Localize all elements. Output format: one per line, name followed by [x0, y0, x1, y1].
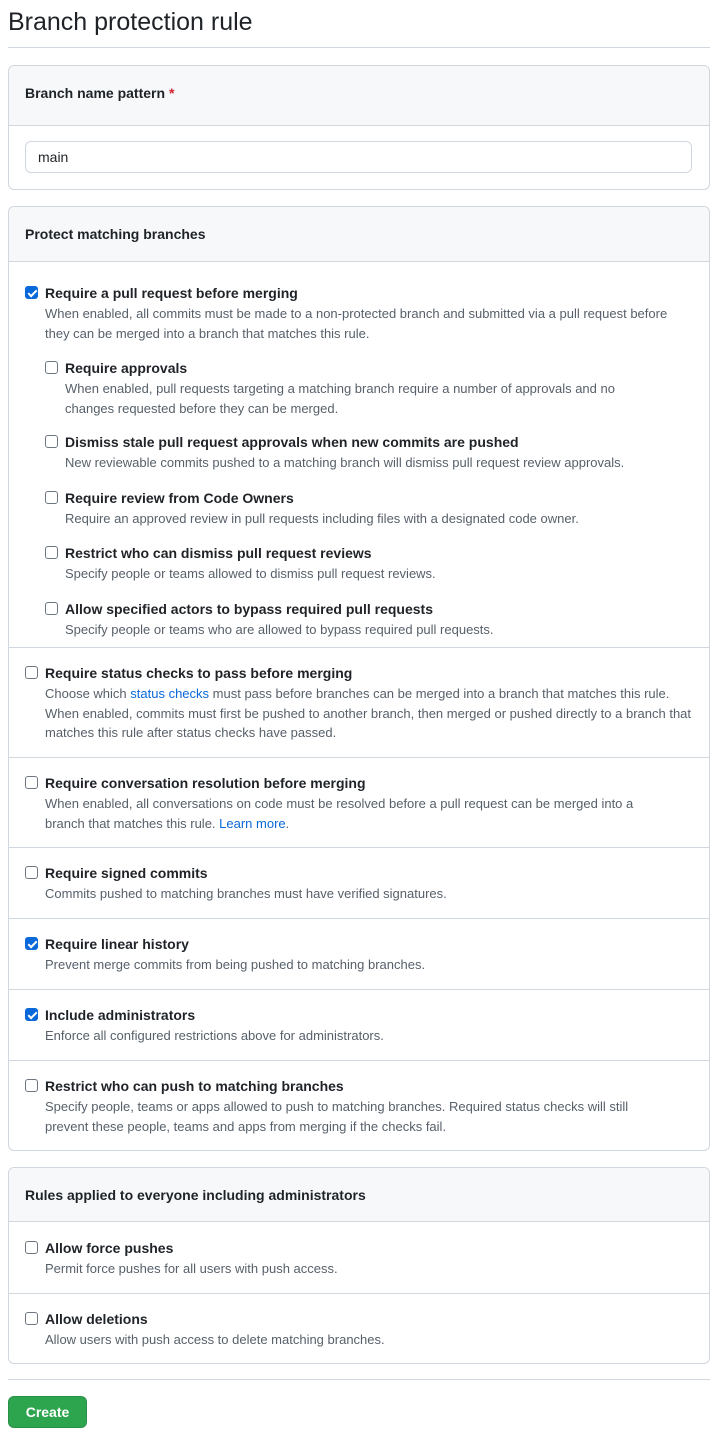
include-admins-title: Include administrators: [45, 1007, 196, 1023]
force-push-checkbox[interactable]: [25, 1241, 38, 1254]
branch-pattern-label: [25, 85, 175, 101]
code-owners-desc: Require an approved review in pull requests including files with a designated code owner.: [65, 511, 579, 526]
force-push-title: Allow force pushes: [45, 1240, 174, 1256]
status-checks-checkbox[interactable]: [25, 666, 38, 679]
branch-pattern-input[interactable]: [25, 141, 692, 173]
conversation-checkbox[interactable]: [25, 776, 38, 789]
conversation-desc: [45, 794, 675, 833]
restrict-dismiss-title: Restrict who can dismiss pull request reviews: [65, 545, 372, 561]
protect-branches-heading: Protect matching branches: [25, 226, 206, 242]
require-pr-title: Require a pull request before merging: [45, 285, 298, 301]
bypass-actors-checkbox[interactable]: [45, 602, 58, 615]
bypass-actors-desc: Specify people or teams who are allowed to bypass required pull requests.: [65, 622, 494, 637]
require-approvals-title: Require approvals: [65, 360, 188, 376]
learn-more-link[interactable]: Learn more: [219, 815, 286, 831]
signed-commits-desc: Commits pushed to matching branches must have verified signatures.: [45, 886, 447, 901]
restrict-push-title: Restrict who can push to matching branches: [45, 1078, 344, 1094]
include-admins-desc: Enforce all configured restrictions above for administrators.: [45, 1028, 384, 1043]
branch-pattern-label-text: Branch name pattern: [25, 85, 166, 101]
footer-divider: [8, 1379, 710, 1380]
everyone-rules-heading: Rules applied to everyone including administrators: [25, 1187, 366, 1203]
title-divider: [8, 47, 710, 48]
signed-commits-checkbox[interactable]: [25, 866, 38, 879]
signed-commits-section: [9, 847, 709, 918]
protect-branches-header: [9, 207, 709, 262]
restrict-dismiss-checkbox[interactable]: [45, 546, 58, 559]
status-checks-title: Require status checks to pass before merging: [45, 665, 353, 681]
dismiss-stale-checkbox[interactable]: [45, 435, 58, 448]
conversation-section: [9, 757, 709, 847]
dismiss-stale-title: Dismiss stale pull request approvals when new commits are pushed: [65, 434, 519, 450]
restrict-push-desc: Specify people, teams or apps allowed to push to matching branches. Required status checks will still prevent these people, teams and apps from merging if the checks fail.: [45, 1099, 629, 1134]
force-push-desc: Permit force pushes for all users with push access.: [45, 1261, 338, 1276]
deletions-section: [9, 1293, 709, 1364]
conversation-title: Require conversation resolution before merging: [45, 775, 366, 791]
create-button[interactable]: Create: [8, 1396, 87, 1428]
require-pr-checkbox[interactable]: [25, 286, 38, 299]
page-title: Branch protection rule: [8, 8, 253, 36]
require-approvals-checkbox[interactable]: [45, 361, 58, 374]
require-approvals-desc: When enabled, pull requests targeting a matching branch require a number of approvals and no changes requested before they can be merged.: [65, 381, 615, 416]
status-checks-desc-end: must pass before branches can be merged into a branch that matches this rule. When enabled, commits must first be pushed to another branch, then merged or pushed directly to a branch that matches this rule after status checks have passed.: [45, 686, 692, 740]
status-checks-section: [9, 647, 709, 757]
protect-branches-box: [8, 206, 710, 1151]
deletions-desc: Allow users with push access to delete matching branches.: [45, 1332, 385, 1347]
code-owners-title: Require review from Code Owners: [65, 490, 294, 506]
restrict-dismiss-desc: Specify people or teams allowed to dismiss pull request reviews.: [65, 566, 436, 581]
status-checks-link[interactable]: status checks: [130, 686, 210, 701]
signed-commits-title: Require signed commits: [45, 865, 208, 881]
conversation-desc-end: .: [285, 815, 290, 831]
branch-pattern-box: [8, 65, 710, 190]
restrict-push-checkbox[interactable]: [25, 1079, 38, 1092]
dismiss-stale-desc: New reviewable commits pushed to a matching branch will dismiss pull request review approvals.: [65, 455, 625, 470]
linear-history-section: [9, 918, 709, 989]
include-admins-section: [9, 989, 709, 1060]
status-checks-desc-start: Choose which: [45, 686, 131, 701]
require-pr-desc: When enabled, all commits must be made to a non-protected branch and submitted via a pull request before they can be merged into a branch that matches this rule.: [45, 306, 668, 341]
force-push-section: [9, 1222, 709, 1293]
everyone-rules-box: [8, 1167, 710, 1364]
status-checks-desc: [45, 684, 695, 743]
linear-history-title: Require linear history: [45, 936, 189, 952]
linear-history-desc: Prevent merge commits from being pushed to matching branches.: [45, 957, 426, 972]
restrict-push-section: [9, 1060, 709, 1151]
branch-pattern-header: [9, 66, 709, 126]
deletions-title: Allow deletions: [45, 1311, 148, 1327]
required-marker: *: [169, 85, 175, 101]
code-owners-checkbox[interactable]: [45, 491, 58, 504]
deletions-checkbox[interactable]: [25, 1312, 38, 1325]
conversation-desc-start: When enabled, all conversations on code must be resolved before a pull request can be merged into a branch that matches this rule.: [45, 796, 634, 831]
require-pr-section: [9, 262, 709, 647]
linear-history-checkbox[interactable]: [25, 937, 38, 950]
bypass-actors-title: Allow specified actors to bypass required pull requests: [65, 601, 433, 617]
include-admins-checkbox[interactable]: [25, 1008, 38, 1021]
everyone-rules-header: [9, 1168, 709, 1222]
